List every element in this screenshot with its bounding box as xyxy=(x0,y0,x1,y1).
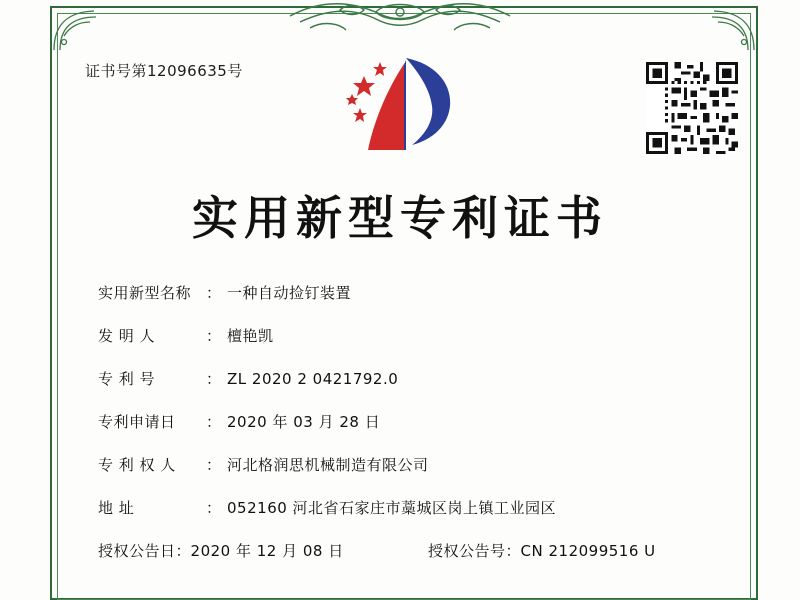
field-value-announcement-number: CN 212099516 U xyxy=(520,542,656,560)
certificate-number: 证书号第12096635号 xyxy=(85,62,243,80)
field-label-inventor: 发 明 人 xyxy=(98,327,156,345)
field-value-announcement-date: 2020 年 12 月 08 日 xyxy=(190,542,344,560)
field-colon-0: ： xyxy=(206,284,222,302)
field-label-application-date: 专利申请日 xyxy=(98,413,176,431)
field-row-address xyxy=(98,497,730,518)
cnipa-emblem-icon xyxy=(340,50,470,160)
field-label-utility-model-name: 实用新型名称 xyxy=(98,284,192,302)
field-announcement-number xyxy=(428,540,656,561)
field-row-application-date xyxy=(98,411,730,432)
field-colon-5: ： xyxy=(206,499,222,517)
field-value-application-date: 2020 年 03 月 28 日 xyxy=(227,413,381,431)
field-label-patentee: 专 利 权 人 xyxy=(98,456,176,474)
qr-code-icon xyxy=(646,62,738,154)
field-colon-2: ： xyxy=(206,370,222,388)
field-row-patentee xyxy=(98,454,730,475)
field-value-address: 052160 河北省石家庄市藁城区岗上镇工业园区 xyxy=(227,499,557,517)
field-colon-6: ： xyxy=(175,542,191,560)
field-label-address: 地 址 xyxy=(98,499,135,517)
field-value-utility-model-name: 一种自动捡钉装置 xyxy=(227,284,352,302)
field-colon-7: ： xyxy=(505,542,521,560)
field-row-inventor xyxy=(98,325,730,346)
field-colon-1: ： xyxy=(206,327,222,345)
field-label-announcement-number: 授权公告号 xyxy=(428,542,506,560)
field-colon-3: ： xyxy=(206,413,222,431)
field-row-utility-model-name xyxy=(98,282,730,303)
field-row-announcement xyxy=(98,540,730,561)
field-value-patentee: 河北格润思机械制造有限公司 xyxy=(227,456,429,474)
field-value-patent-number: ZL 2020 2 0421792.0 xyxy=(227,370,399,388)
field-value-inventor: 檀艳凯 xyxy=(227,327,274,345)
page-title: 实用新型专利证书 xyxy=(192,191,608,245)
field-label-announcement-date: 授权公告日 xyxy=(98,542,176,560)
field-row-patent-number xyxy=(98,368,730,389)
field-announcement-date xyxy=(98,540,428,561)
field-label-patent-number: 专 利 号 xyxy=(98,370,156,388)
certificate-fields xyxy=(98,282,730,571)
field-colon-4: ： xyxy=(206,456,222,474)
